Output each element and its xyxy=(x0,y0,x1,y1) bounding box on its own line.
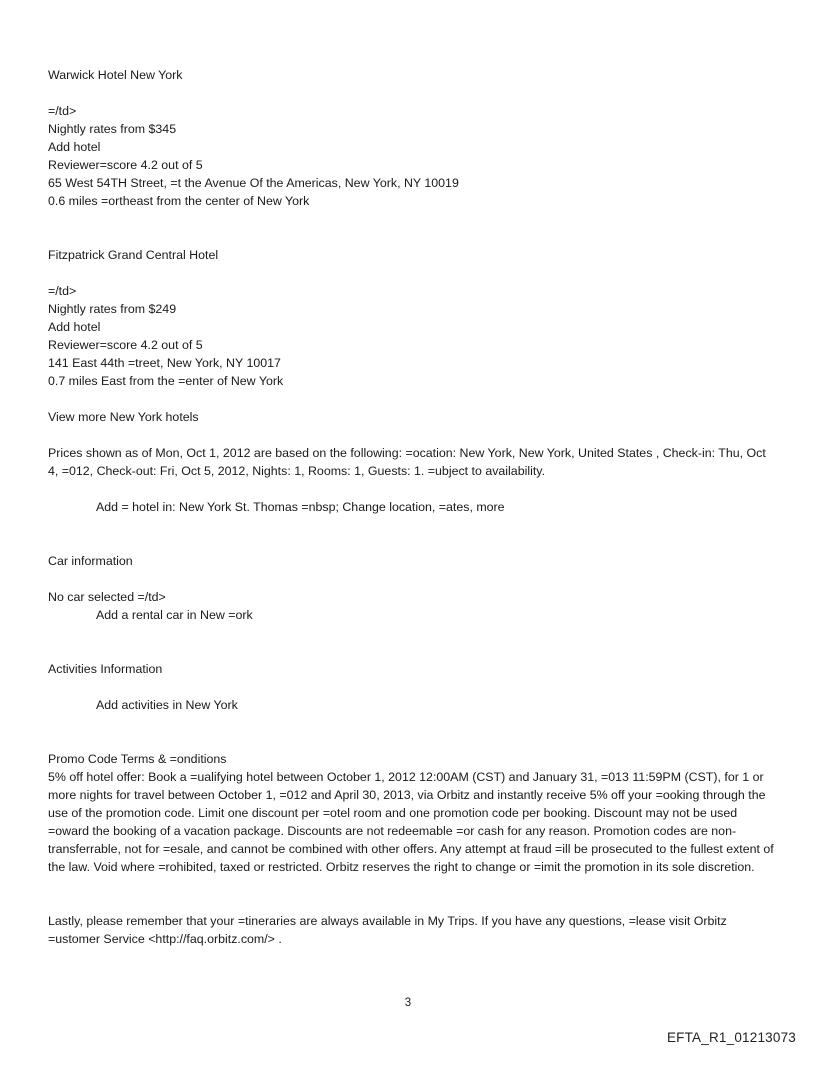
add-hotel-link[interactable]: Add hotel xyxy=(48,140,101,154)
hotel-address: 65 West 54TH Street, =t the Avenue Of the Americas, New York, NY 10019 xyxy=(48,176,459,190)
hotel-td-artifact: =/td> xyxy=(48,104,77,118)
hotel-score: Reviewer=score 4.2 out of 5 xyxy=(48,158,203,172)
hotel-entry xyxy=(48,66,778,210)
hotel-distance: 0.7 miles East from the =enter of New York xyxy=(48,374,284,388)
add-hotel-location-line[interactable]: Add = hotel in: New York St. Thomas =nbsp; Change location, =ates, more xyxy=(96,500,505,514)
hotel-td-artifact: =/td> xyxy=(48,284,77,298)
document-body xyxy=(48,66,778,948)
hotel-address: 141 East 44th =treet, New York, NY 10017 xyxy=(48,356,281,370)
closing-note: Lastly, please remember that your =tineraries are always available in My Trips. If you have any questions, =lease visit Orbitz =ustomer Service <http://faq.orbitz.com/> . xyxy=(48,914,727,946)
page-number: 3 xyxy=(404,997,412,1009)
car-heading: Car information xyxy=(48,554,133,568)
add-hotel-link[interactable]: Add hotel xyxy=(48,320,101,334)
hotel-name: Fitzpatrick Grand Central Hotel xyxy=(48,248,219,262)
hotel-score: Reviewer=score 4.2 out of 5 xyxy=(48,338,203,352)
bates-number: EFTA_R1_01213073 xyxy=(666,1030,796,1045)
no-car-text: No car selected =/td> xyxy=(48,590,166,604)
hotel-distance: 0.6 miles =ortheast from the center of New York xyxy=(48,194,310,208)
promo-terms: 5% off hotel offer: Book a =ualifying hotel between October 1, 2012 12:00AM (CST) and January 31, =013 11:59PM (CST), for 1 or more nights for travel between October 1, =012 and April 30, 2013, via Orbitz and instantly receive 5% off your =ooking through the use of the promotion code. Limit one discount per =otel room and one promotion code per booking. Discount may not be used =oward the booking of a vacation package. Discounts are not redeemable =or cash for any reason. Promotion codes are non-transferrable, not for =esale, and cannot be combined with other offers. Any attempt at fraud =ill be prosecuted to the fullest extent of the law. Void where =rohibited, taxed or restricted. Orbitz reserves the right to change or =imit the promotion in its sole discretion. xyxy=(48,770,774,874)
add-rental-car-link[interactable]: Add a rental car in New =ork xyxy=(96,608,253,622)
activities-heading: Activities Information xyxy=(48,662,163,676)
promo-heading: Promo Code Terms & =onditions xyxy=(48,752,227,766)
view-more-hotels-link[interactable]: View more New York hotels xyxy=(48,410,199,424)
hotel-rate: Nightly rates from $345 xyxy=(48,122,177,136)
hotel-entry xyxy=(48,246,778,390)
hotel-name: Warwick Hotel New York xyxy=(48,68,183,82)
add-activities-link[interactable]: Add activities in New York xyxy=(96,698,238,712)
prices-note: Prices shown as of Mon, Oct 1, 2012 are based on the following: =ocation: New York, New York, United States , Check-in: Thu, Oct 4, =012, Check-out: Fri, Oct 5, 2012, Nights: 1, Rooms: 1, Guests: 1. =ubject to availability. xyxy=(48,446,766,478)
hotel-rate: Nightly rates from $249 xyxy=(48,302,177,316)
